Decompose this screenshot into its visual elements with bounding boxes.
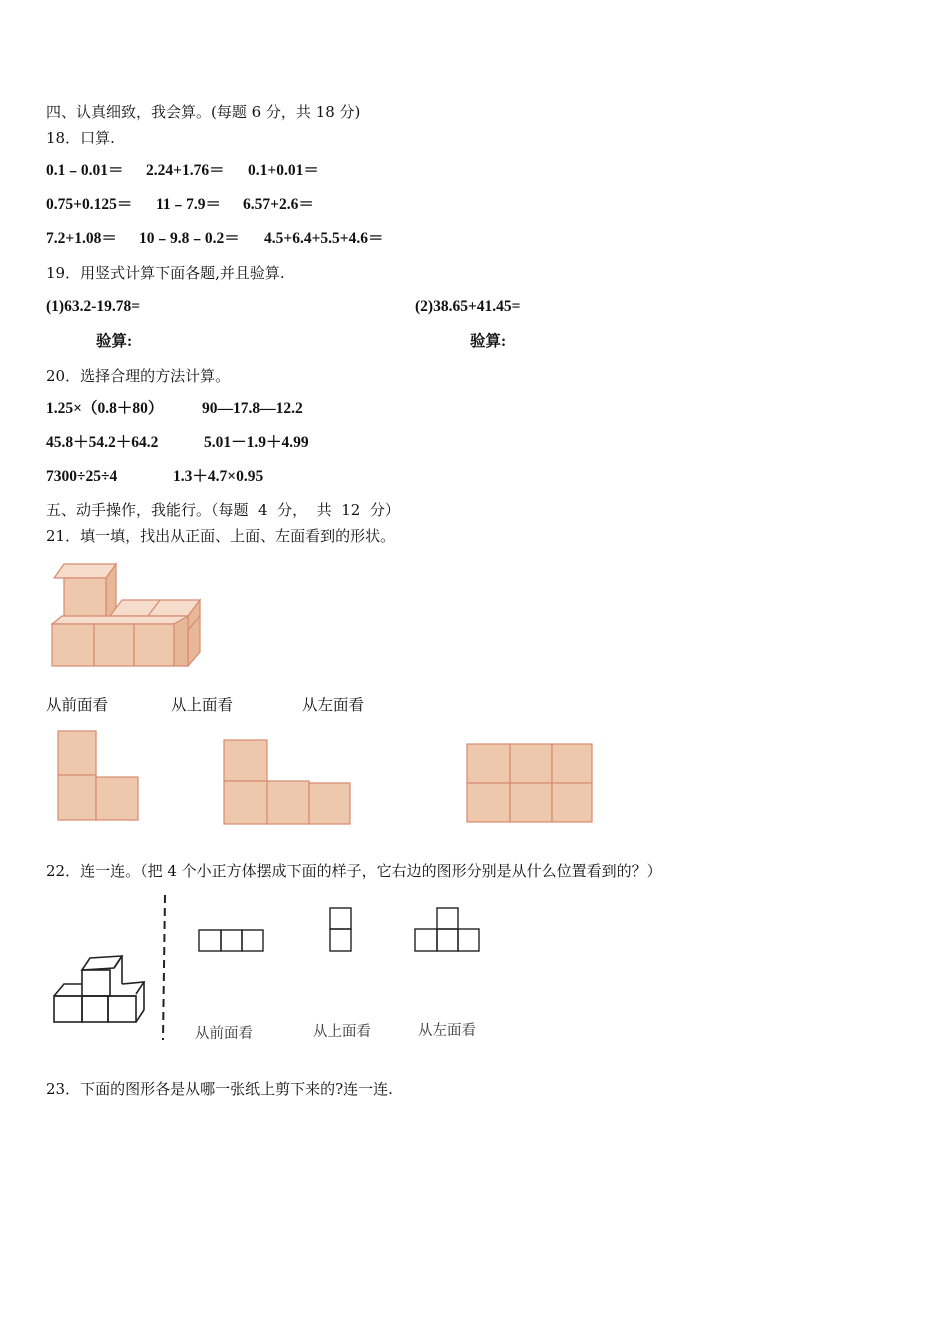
q21-view-shape-2 bbox=[222, 738, 354, 828]
section5-heading: 五、动手操作，我能行。（每题 4 分， 共 12 分） bbox=[46, 501, 400, 519]
q22-cube-figure bbox=[50, 950, 150, 1025]
q22-label-top: 从上面看 bbox=[313, 1024, 371, 1040]
q20-row1-item: 1.25×（0.8＋80） bbox=[46, 400, 164, 417]
q22-view-shape-3 bbox=[413, 906, 483, 954]
q20-row3 bbox=[46, 467, 263, 487]
q18-row2-item: 0.75+0.125＝ bbox=[46, 196, 133, 213]
q22-view-shape-1 bbox=[197, 928, 267, 954]
q20-row1 bbox=[46, 399, 303, 419]
section4-heading: 四、认真细致，我会算。(每题 6 分，共 18 分) bbox=[46, 103, 361, 121]
q18-row1 bbox=[46, 161, 319, 181]
q19-title: 19．用竖式计算下面各题,并且验算. bbox=[46, 264, 285, 282]
q18-row1-item: 2.24+1.76＝ bbox=[146, 162, 225, 179]
q21-label-top: 从上面看 bbox=[171, 696, 234, 714]
q18-title: 18．口算. bbox=[46, 129, 115, 147]
q19-problem-1: (1)63.2-19.78= bbox=[46, 298, 141, 315]
q19-check-2: 验算: bbox=[470, 333, 507, 350]
q22-view-shape-2 bbox=[328, 906, 354, 954]
q18-row2-item: 11﹣7.9＝ bbox=[156, 196, 222, 213]
q18-row3 bbox=[46, 229, 384, 249]
q23-title: 23．下面的图形各是从哪一张纸上剪下来的?连一连. bbox=[46, 1080, 393, 1098]
q19-problem-2: (2)38.65+41.45= bbox=[415, 298, 521, 315]
q21-view-shape-1 bbox=[56, 730, 142, 822]
q18-row2 bbox=[46, 195, 314, 215]
q20-row2-item: 5.01－1.9＋4.99 bbox=[204, 434, 309, 451]
q18-row2-item: 6.57+2.6＝ bbox=[243, 196, 314, 213]
q20-title: 20．选择合理的方法计算。 bbox=[46, 367, 231, 385]
q21-title: 21．填一填，找出从正面、上面、左面看到的形状。 bbox=[46, 527, 396, 545]
q18-row3-item: 4.5+6.4+5.5+4.6＝ bbox=[264, 230, 384, 247]
q20-row1-item: 90—17.8—12.2 bbox=[202, 400, 303, 417]
q18-row3-item: 7.2+1.08＝ bbox=[46, 230, 117, 247]
q20-row2 bbox=[46, 433, 309, 453]
q21-label-front: 从前面看 bbox=[46, 696, 109, 714]
q21-label-left: 从左面看 bbox=[302, 696, 365, 714]
q20-row3-item: 1.3＋4.7×0.95 bbox=[173, 468, 264, 485]
q20-row3-item: 7300÷25÷4 bbox=[46, 468, 118, 485]
q22-dashed-divider bbox=[160, 895, 170, 1040]
q20-row2-item: 45.8＋54.2＋64.2 bbox=[46, 434, 159, 451]
q18-row1-item: 0.1﹣0.01＝ bbox=[46, 162, 124, 179]
q18-row1-item: 0.1+0.01＝ bbox=[248, 162, 319, 179]
q22-title: 22．连一连。（把 4 个小正方体摆成下面的样子，它右边的图形分别是从什么位置看到的？） bbox=[46, 862, 662, 880]
q21-view-shape-3 bbox=[465, 742, 597, 826]
q21-cube-stack-figure bbox=[46, 560, 206, 672]
q18-row3-item: 10﹣9.8﹣0.2＝ bbox=[139, 230, 240, 247]
q19-check-1: 验算: bbox=[96, 333, 133, 350]
q22-label-front: 从前面看 bbox=[195, 1026, 253, 1042]
q22-label-left: 从左面看 bbox=[418, 1023, 476, 1039]
